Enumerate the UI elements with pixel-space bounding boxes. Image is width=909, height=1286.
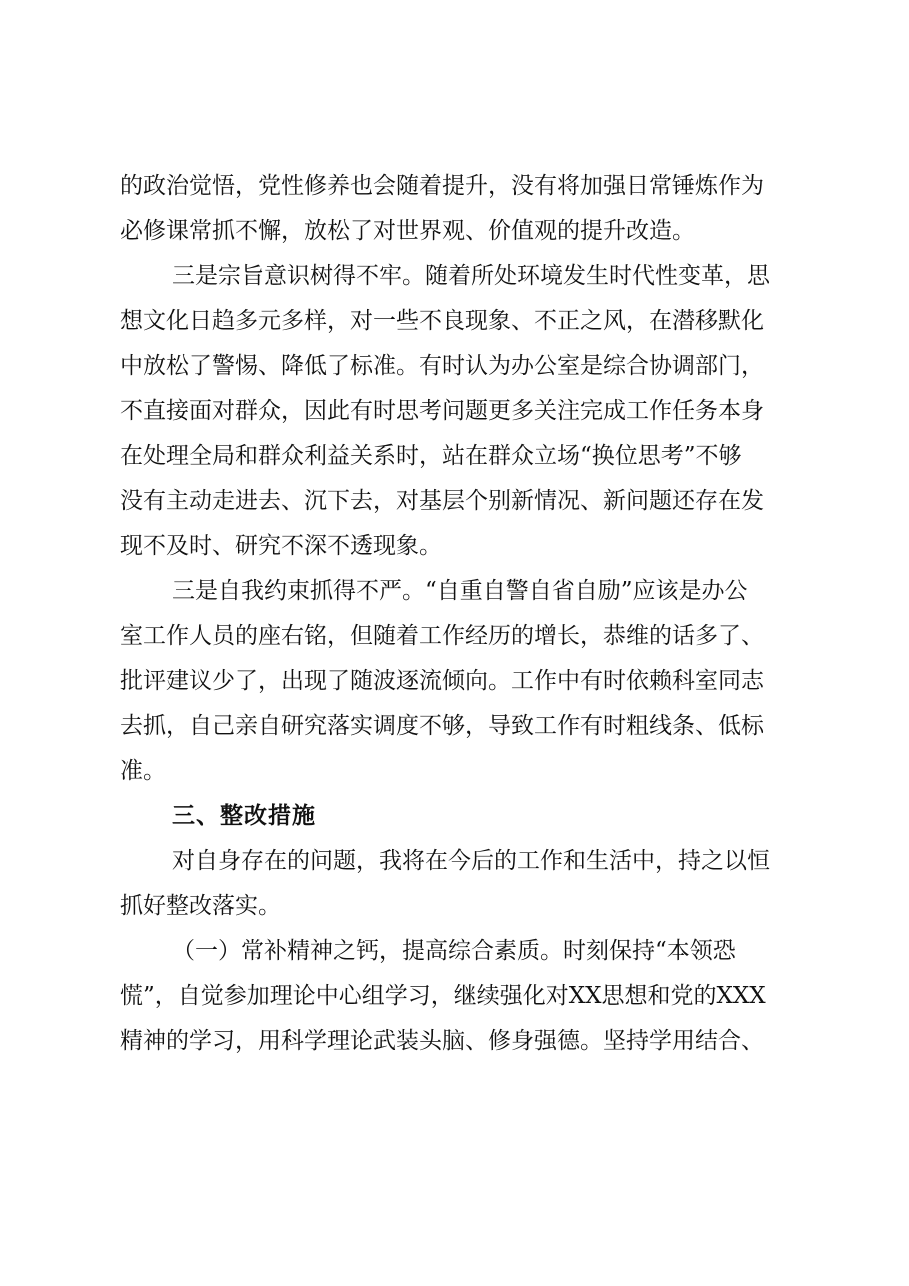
- paragraph-purpose-awareness: [120, 254, 810, 569]
- paragraph-self-discipline: [120, 569, 810, 794]
- text-line: 必修课常抓不懈，放松了对世界观、价值观的提升改造。: [120, 218, 695, 244]
- text-line: 中放松了警惕、降低了标准。有时认为办公室是综合协调部门，: [120, 353, 764, 379]
- text-line: 准。: [120, 758, 166, 784]
- text-line: 的政治觉悟，党性修养也会随着提升，没有将加强日常锤炼作为: [120, 173, 764, 199]
- section-heading: 三、整改措施: [172, 803, 316, 829]
- text-line: 现不及时、研究不深不透现象。: [120, 533, 442, 559]
- text-line: 室工作人员的座右铭，但随着工作经历的增长，恭维的话多了、: [120, 623, 764, 649]
- text-line: 抓好整改落实。: [120, 893, 281, 919]
- text-line: 慌”，自觉参加理论中心组学习，继续强化对XX思想和党的XXX: [120, 983, 766, 1009]
- paragraph-political-awareness: [120, 164, 810, 254]
- text-line: 对自身存在的问题，我将在今后的工作和生活中，持之以恒: [172, 848, 770, 874]
- section-heading-rectification: [120, 794, 810, 839]
- document-body: [120, 164, 810, 1064]
- text-line: 精神的学习，用科学理论武装头脑、修身强德。坚持学用结合、: [120, 1028, 764, 1054]
- text-line: （一）常补精神之钙，提高综合素质。时刻保持“本领恐: [172, 938, 736, 964]
- text-line: 去抓，自己亲自研究落实调度不够，导致工作有时粗线条、低标: [120, 713, 764, 739]
- text-line: 在处理全局和群众利益关系时，站在群众立场“换位思考”不够: [120, 443, 742, 469]
- paragraph-rectification-intro: [120, 839, 810, 929]
- text-line: 三是宗旨意识树得不牢。随着所处环境发生时代性变革，思: [172, 263, 770, 289]
- text-line: 不直接面对群众，因此有时思考问题更多关注完成工作任务本身: [120, 398, 764, 424]
- paragraph-measure-one: [120, 929, 810, 1064]
- text-line: 三是自我约束抓得不严。“自重自警自省自励”应该是办公: [172, 578, 748, 604]
- text-line: 没有主动走进去、沉下去，对基层个别新情况、新问题还存在发: [120, 488, 764, 514]
- text-line: 想文化日趋多元多样，对一些不良现象、不正之风，在潜移默化: [120, 308, 764, 334]
- text-line: 批评建议少了，出现了随波逐流倾向。工作中有时依赖科室同志: [120, 668, 764, 694]
